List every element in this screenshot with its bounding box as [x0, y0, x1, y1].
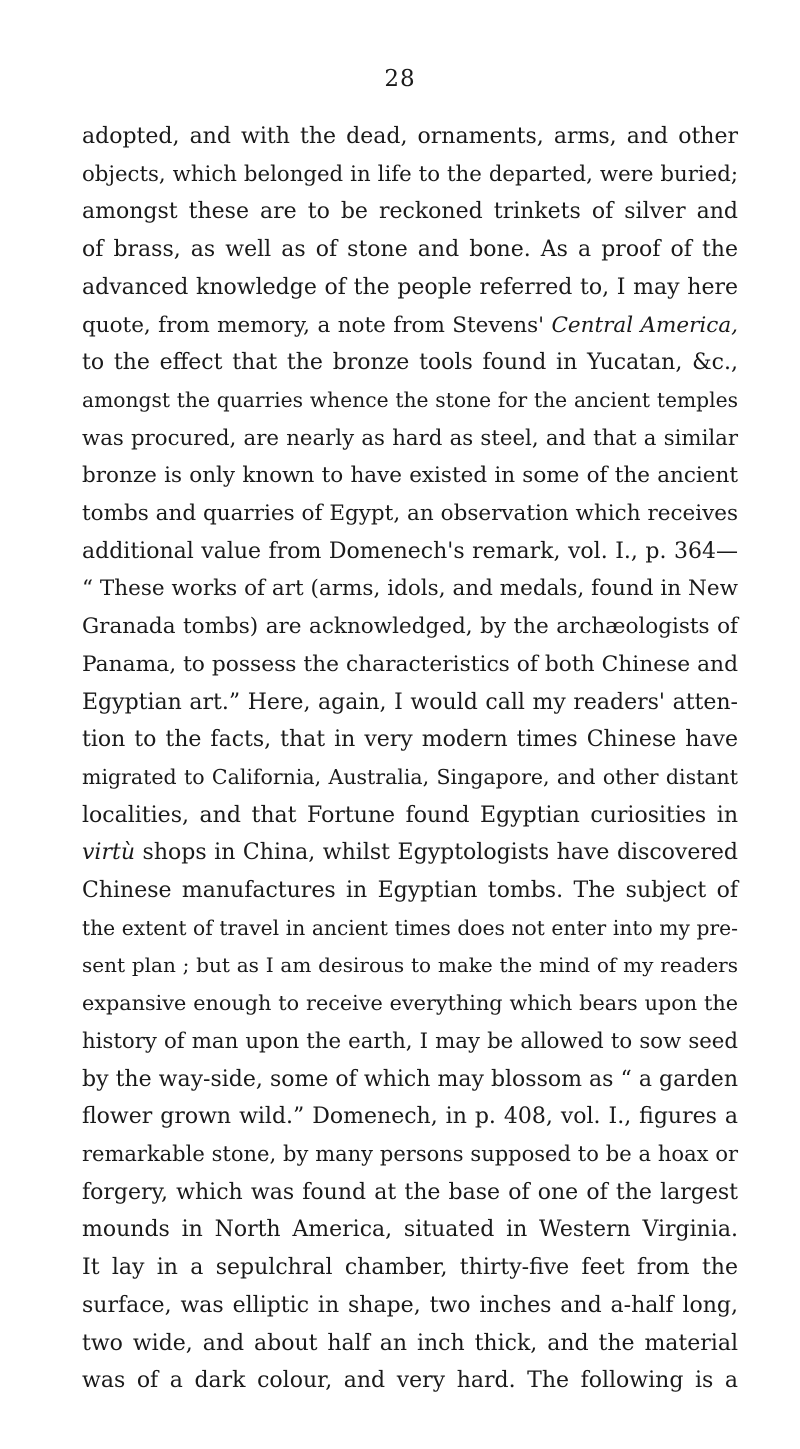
italic-text: virtù: [82, 840, 135, 866]
body-paragraph: [82, 118, 738, 1400]
text-line: advanced knowledge of the people referred to, I may here: [82, 274, 738, 300]
text-line: forgery, which was found at the base of one of the largest: [82, 1179, 738, 1205]
text-line: expansive enough to receive everything which bears upon the: [82, 991, 738, 1016]
text-line: adopted, and with the dead, ornaments, arms, and other: [82, 124, 738, 149]
text-line: sent plan ; but as I am desirous to make the mind of my readers: [82, 953, 738, 978]
text-line: It lay in a sepulchral chamber, thirty-five feet from the: [82, 1255, 738, 1281]
text-line: surface, was elliptic in shape, two inches and a-half long,: [82, 1292, 738, 1318]
text-line: tombs and quarries of Egypt, an observation which receives: [82, 501, 738, 527]
text-line: was procured, are nearly as hard as steel, and that a similar: [82, 425, 738, 451]
text-line: [82, 834, 738, 872]
text-line: tion to the facts, that in very modern times Chinese have: [82, 727, 738, 753]
text-line: Panama, to possess the characteristics of both Chinese and: [82, 651, 738, 677]
text-segment: quote, from memory, a note from Stevens': [82, 312, 552, 338]
italic-text: Central America,: [551, 312, 738, 338]
text-line: amongst the quarries whence the stone for the ancient temples: [82, 387, 738, 412]
text-line: “ These works of art (arms, idols, and medals, found in New: [82, 576, 738, 602]
text-line: to the effect that the bronze tools found in Yucatan, &c.,: [82, 350, 738, 376]
text-line: [82, 307, 738, 345]
text-segment: shops in China, whilst Egyptologists have discovered: [135, 840, 738, 866]
text-line: localities, and that Fortune found Egyptian curiosities in: [82, 802, 738, 828]
text-line: remarkable stone, by many persons supposed to be a hoax or: [82, 1141, 738, 1166]
text-line: two wide, and about half an inch thick, and the material: [82, 1330, 738, 1356]
text-line: amongst these are to be reckoned trinkets of silver and: [82, 199, 738, 225]
text-line: of brass, as well as of stone and bone. As a proof of the: [82, 237, 738, 263]
text-line: Granada tombs) are acknowledged, by the archæologists of: [82, 614, 738, 640]
text-line: was of a dark colour, and very hard. The following is a: [82, 1368, 738, 1394]
text-line: additional value from Domenech's remark, vol. I., p. 364—: [82, 538, 738, 564]
text-line: Egyptian art.” Here, again, I would call my readers' atten-: [82, 689, 738, 715]
page-number: 28: [384, 66, 416, 92]
text-line: Chinese manufactures in Egyptian tombs. The subject of: [82, 878, 738, 904]
text-line: by the way-side, some of which may blossom as “ a garden: [82, 1066, 738, 1092]
text-line: flower grown wild.” Domenech, in p. 408, vol. I., figures a: [82, 1104, 738, 1130]
text-line: history of man upon the earth, I may be allowed to sow seed: [82, 1028, 738, 1054]
text-line: migrated to California, Australia, Singapore, and other distant: [82, 764, 738, 789]
text-line: the extent of travel in ancient times does not enter into my pre-: [82, 915, 738, 940]
text-line: objects, which belonged in life to the departed, were buried;: [82, 161, 738, 187]
text-line: bronze is only known to have existed in some of the ancient: [82, 463, 738, 489]
text-line: mounds in North America, situated in Western Virginia.: [82, 1217, 738, 1243]
